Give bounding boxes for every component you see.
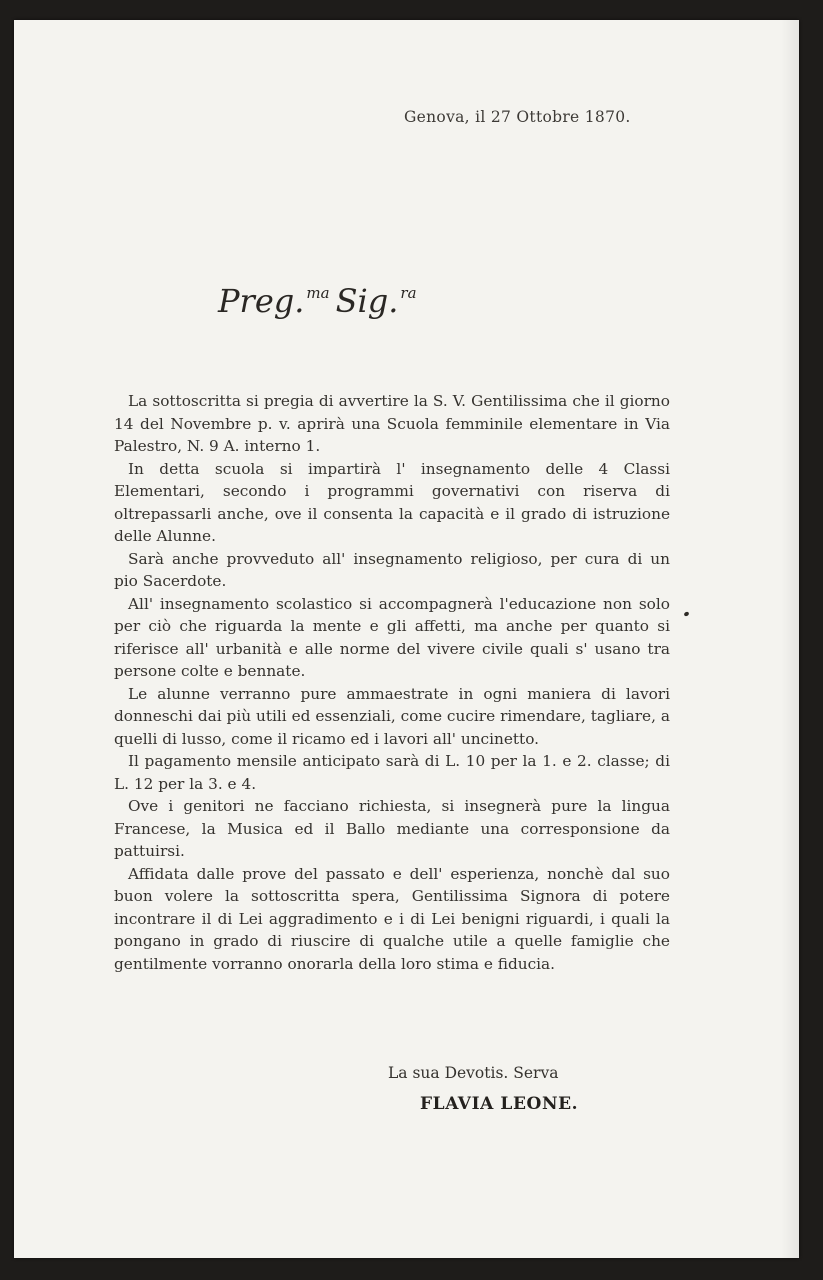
date-line: Genova, il 27 Ottobre 1870. [404, 108, 631, 126]
salutation-superscript-2: ra [400, 284, 417, 302]
paragraph-education: All' insegnamento scolastico si accompagnerà l'educazione non solo per ciò che riguarda la mente e gli affetti, ma anche per quanto si riferisce all' urbanità e alle norme del vivere civile quali s' usano tra persone colte e bennate. [114, 594, 670, 680]
letter-body [114, 390, 670, 975]
paragraph-payment: Il pagamento mensile anticipato sarà di L. 10 per la 1. e 2. classe; di L. 12 per la 3. e 4. [114, 752, 670, 793]
paragraph-religion: Sarà anche provveduto all' insegnamento religioso, per cura di un pio Sacerdote. [114, 549, 670, 590]
paragraph-curriculum: In detta scuola si impartirà l' insegnamento delle 4 Classi Elementari, secondo i programmi governativi con riserva di oltrepassarli anche, ove il consenta la capacità e il grado di istruzione delle Alunne. [114, 459, 670, 545]
paragraph-needlework: Le alunne verranno pure ammaestrate in ogni maniera di lavori donneschi dai più utili ed essenziali, come cucire rimendare, tagliare, a quelli di lusso, come il ricamo ed i lavori all' uncinetto. [114, 684, 670, 748]
closing-line: La sua Devotis. Serva [388, 1064, 559, 1082]
salutation-part-1: Preg. [218, 282, 305, 320]
salutation-superscript-1: ma [306, 284, 330, 302]
paragraph-closing-hope: Affidata dalle prove del passato e dell' esperienza, nonchè dal suo buon volere la sottoscritta spera, Gentilissima Signora di potere incontrare il di Lei aggradimento e i di Lei benigni riguardi, i quali la pongano in grado di riuscire di qualche utile a quelle famiglie che gentilmente vorranno onorarla della loro stima e fiducia. [114, 864, 670, 973]
signature: FLAVIA LEONE. [420, 1094, 579, 1114]
paragraph-announcement: La sottoscritta si pregia di avvertire la S. V. Gentilissima che il giorno 14 del Novembre p. v. aprirà una Scuola femminile elementare in Via Palestro, N. 9 A. interno 1. [114, 392, 670, 455]
salutation [218, 282, 423, 320]
paragraph-extras: Ove i genitori ne facciano richiesta, si insegnerà pure la lingua Francese, la Musica ed il Ballo mediante una corresponsione da pattuirsi. [114, 797, 670, 860]
salutation-part-2: Sig. [335, 282, 399, 320]
sheet-edge-shadow [781, 20, 799, 1258]
